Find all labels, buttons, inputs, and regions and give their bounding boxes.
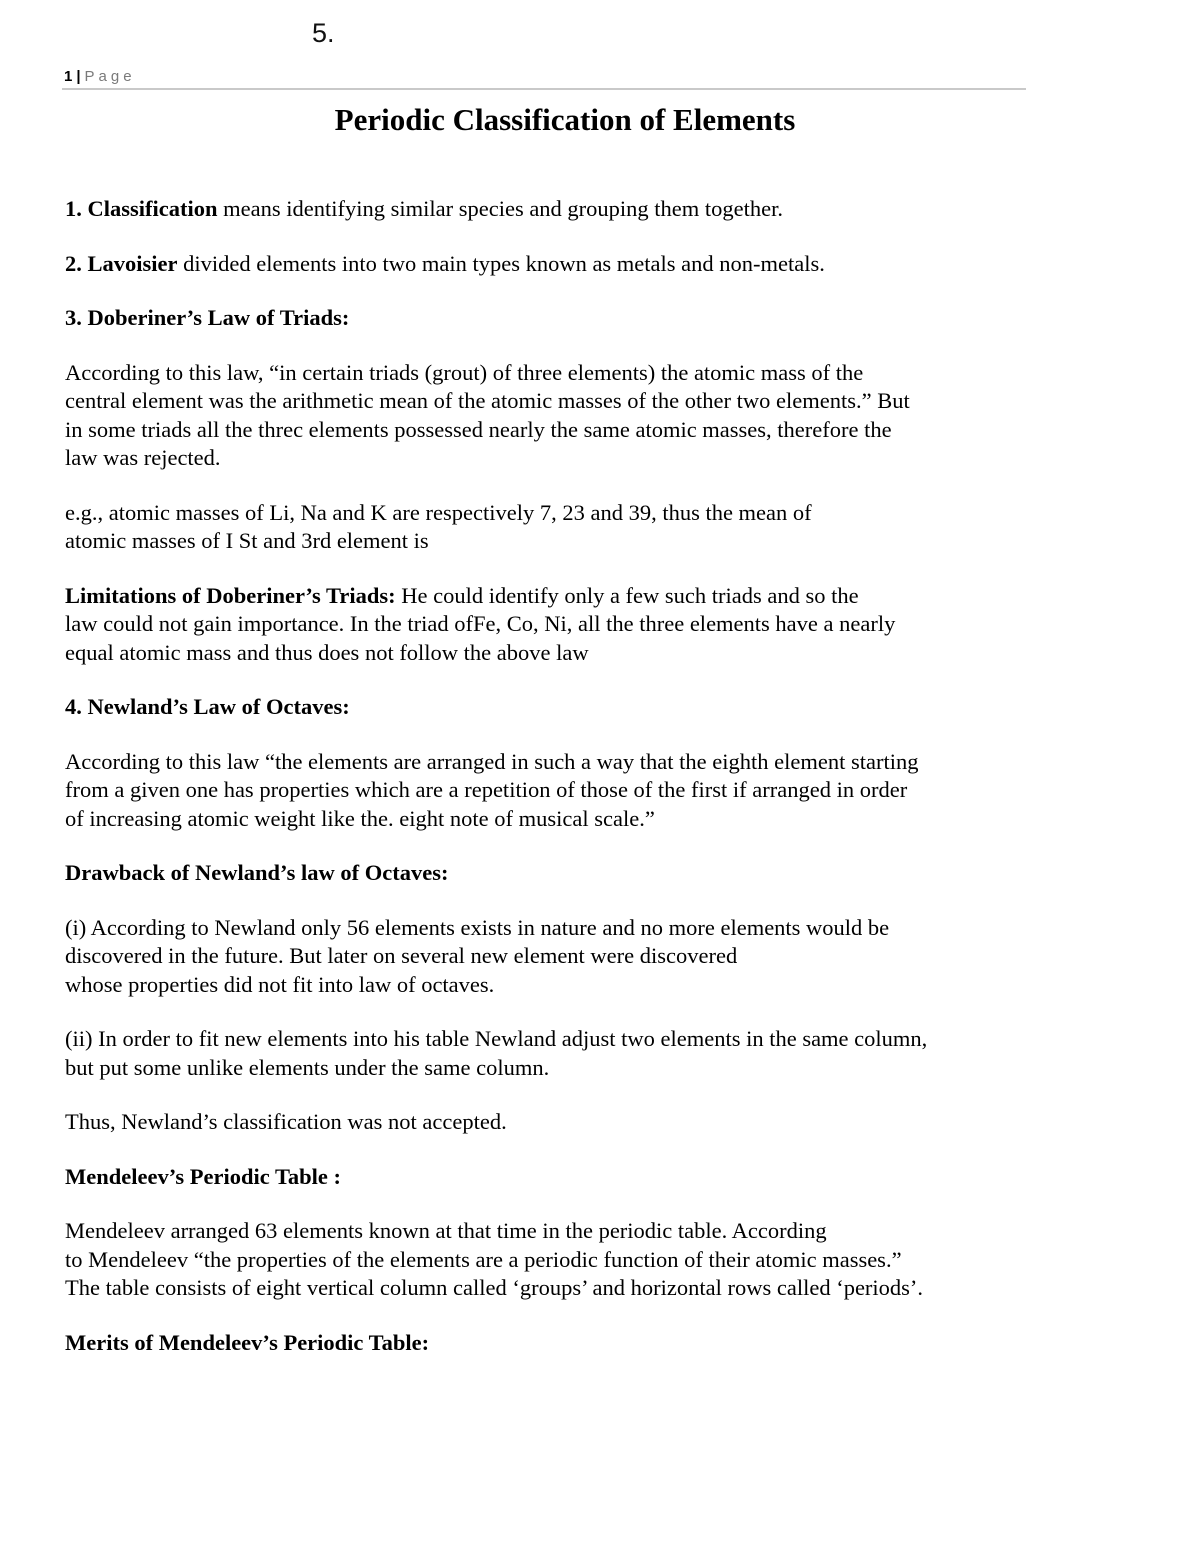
heading-newland-drawback	[65, 859, 1040, 888]
drawback-2-line: but put some unlike elements under the same column.	[65, 1054, 550, 1080]
drawback-1-line: whose properties did not fit into law of octaves.	[65, 971, 495, 997]
document-title: Periodic Classification of Elements	[334, 102, 796, 137]
doberiner-law-line: law was rejected.	[65, 445, 221, 470]
doberiner-law-line: in some triads all the threc elements possessed nearly the same atomic masses, therefore the	[65, 416, 892, 442]
classification-definition: means identifying similar species and grouping them together.	[217, 196, 784, 221]
drawback-2-line: (ii) In order to fit new elements into his table Newland adjust two elements in the same column,	[65, 1026, 928, 1051]
doberiner-example-line: e.g., atomic masses of Li, Na and K are respectively 7, 23 and 39, thus the mean of	[65, 499, 812, 525]
drawback-1-line: (i) According to Newland only 56 elements exists in nature and no more elements would be	[65, 914, 890, 940]
page-header	[64, 68, 136, 85]
paragraph-doberiner-law	[65, 359, 1040, 473]
doberiner-heading-text: 3. Doberiner’s Law of Triads:	[65, 305, 350, 330]
paragraph-doberiner-limitations	[65, 582, 1040, 668]
newland-drawback-heading-text: Drawback of Newland’s law of Octaves:	[65, 860, 449, 885]
heading-newland	[65, 693, 1040, 722]
header-page-number: 1	[64, 68, 73, 85]
doberiner-law-line: According to this law, “in certain triads (grout) of three elements) the atomic mass of the	[65, 359, 864, 385]
mendeleev-line: to Mendeleev “the properties of the elements are a periodic function of their atomic masses.”	[65, 1246, 902, 1272]
newland-law-line: According to this law “the elements are arranged in such a way that the eighth element starting	[65, 748, 919, 774]
top-page-marker: 5.	[312, 18, 335, 48]
document-body	[65, 195, 1040, 1383]
doberiner-example-line: atomic masses of I St and 3rd element is	[65, 528, 429, 553]
header-separator: |	[76, 68, 81, 85]
newland-law-line: of increasing atomic weight like the. eight note of musical scale.”	[65, 805, 655, 831]
mendeleev-line: The table consists of eight vertical column called ‘groups’ and horizontal rows called ‘periods’.	[65, 1275, 924, 1300]
mendeleev-merits-heading-text: Merits of Mendeleev’s Periodic Table:	[65, 1329, 430, 1355]
paragraph-mendeleev	[65, 1217, 1040, 1303]
paragraph-drawback-1	[65, 914, 1040, 1000]
heading-mendeleev	[65, 1163, 1040, 1192]
doberiner-limitations-line: He could identify only a few such triads and so the	[395, 582, 859, 608]
paragraph-newland-conclusion: Thus, Newland’s classification was not accepted.	[65, 1109, 507, 1134]
paragraph-lavoisier	[65, 250, 1040, 279]
newland-law-line: from a given one has properties which are a repetition of those of the first if arranged in order	[65, 777, 908, 802]
heading-mendeleev-merits	[65, 1329, 1040, 1358]
paragraph-doberiner-example	[65, 499, 1040, 556]
header-divider	[62, 88, 1026, 90]
paragraph-classification	[65, 195, 1040, 224]
heading-doberiner	[65, 304, 1040, 333]
doberiner-limitations-heading: Limitations of Doberiner’s Triads:	[65, 582, 396, 608]
paragraph-drawback-2	[65, 1025, 1040, 1082]
lavoisier-text: divided elements into two main types known as metals and non-metals.	[177, 250, 825, 276]
mendeleev-heading-text: Mendeleev’s Periodic Table :	[65, 1163, 341, 1189]
newland-heading-text: 4. Newland’s Law of Octaves:	[65, 694, 350, 719]
doberiner-limitations-line: law could not gain importance. In the triad ofFe, Co, Ni, all the three elements have a nearly	[65, 611, 896, 636]
paragraph-newland-law	[65, 748, 1040, 834]
header-page-word: Page	[84, 68, 136, 85]
doberiner-limitations-line: equal atomic mass and thus does not follow the above law	[65, 639, 589, 665]
term-classification: 1. Classification	[65, 196, 218, 221]
mendeleev-line: Mendeleev arranged 63 elements known at that time in the periodic table. According	[65, 1218, 827, 1243]
doberiner-law-line: central element was the arithmetic mean of the atomic masses of the other two elements.” But	[65, 388, 910, 413]
term-lavoisier: 2. Lavoisier	[65, 250, 178, 276]
drawback-1-line: discovered in the future. But later on several new element were discovered	[65, 943, 738, 968]
